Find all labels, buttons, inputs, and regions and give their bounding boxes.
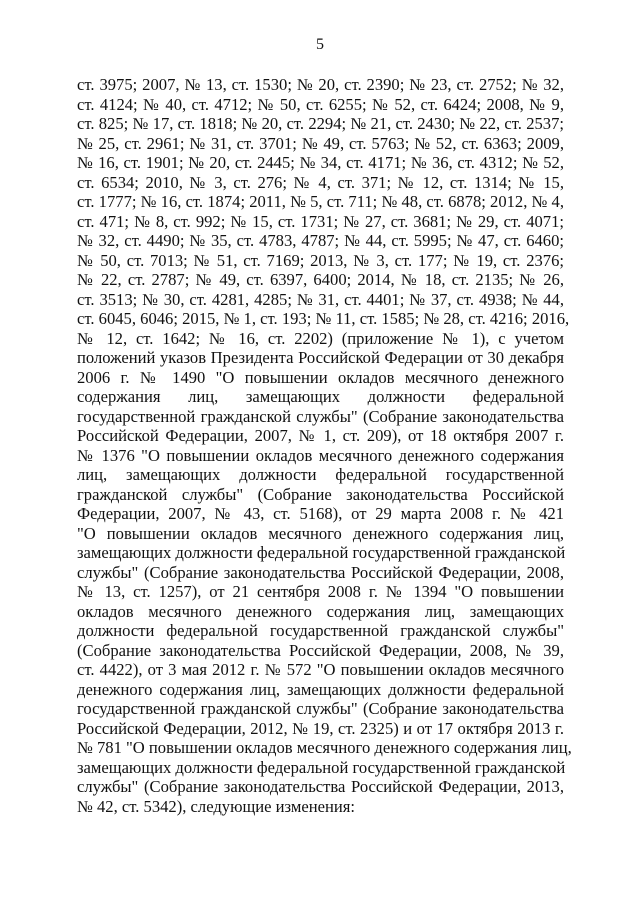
text-line: лиц, замещающих должности федеральной государственной bbox=[77, 465, 564, 484]
text-line: ст. 3513; № 30, ст. 4281, 4285; № 31, ст. 4401; № 37, ст. 4938; № 44, bbox=[77, 289, 564, 309]
text-line: ст. 471; № 8, ст. 992; № 15, ст. 1731; № 27, ст. 3681; № 29, ст. 4071; bbox=[77, 211, 564, 231]
text-line: государственной гражданской службы" (Собрание законодательства bbox=[77, 699, 564, 718]
text-line: ст. 6045, 6046; 2015, № 1, ст. 193; № 11, ст. 1585; № 28, ст. 4216; 2016, bbox=[77, 309, 570, 328]
text-line: (Собрание законодательства Российской Федерации, 2008, № 39, bbox=[77, 640, 564, 660]
text-line: службы" (Собрание законодательства Российской Федерации, 2013, bbox=[77, 777, 564, 796]
text-line: ст. 4422), от 3 мая 2012 г. № 572 "О повышении окладов месячного bbox=[77, 660, 564, 679]
text-line: № 12, ст. 1642; № 16, ст. 2202) (приложение № 1), с учетом bbox=[77, 328, 564, 348]
text-line: содержания лиц, замещающих должности федеральной bbox=[77, 387, 564, 406]
text-line: положений указов Президента Российской Федерации от 30 декабря bbox=[77, 348, 564, 367]
text-line: денежного содержания лиц, замещающих должности федеральной bbox=[77, 679, 564, 699]
text-line: № 25, ст. 2961; № 31, ст. 3701; № 49, ст. 5763; № 52, ст. 6363; 2009, bbox=[77, 133, 564, 153]
text-line: окладов месячного денежного содержания лиц, замещающих bbox=[77, 601, 564, 621]
text-line: ст. 825; № 17, ст. 1818; № 20, ст. 2294; № 21, ст. 2430; № 22, ст. 2537; bbox=[77, 114, 564, 133]
text-line: службы" (Собрание законодательства Российской Федерации, 2008, bbox=[77, 562, 564, 582]
text-line: № 50, ст. 7013; № 51, ст. 7169; 2013, № 3, ст. 177; № 19, ст. 2376; bbox=[77, 250, 564, 270]
text-line: № 1376 "О повышении окладов месячного денежного содержания bbox=[77, 445, 564, 465]
text-line: государственной гражданской службы" (Собрание законодательства bbox=[77, 406, 564, 426]
text-line: "О повышении окладов месячного денежного содержания лиц, bbox=[77, 523, 564, 543]
text-line: Федерации, 2007, № 43, ст. 5168), от 29 марта 2008 г. № 421 bbox=[77, 504, 564, 523]
text-line: замещающих должности федеральной государственной гражданской bbox=[77, 543, 566, 562]
text-line: № 32, ст. 4490; № 35, ст. 4783, 4787; № 44, ст. 5995; № 47, ст. 6460; bbox=[77, 231, 564, 250]
text-line: Российской Федерации, 2007, № 1, ст. 209), от 18 октября 2007 г. bbox=[77, 426, 564, 445]
text-line: ст. 6534; 2010, № 3, ст. 276; № 4, ст. 371; № 12, ст. 1314; № 15, bbox=[77, 172, 564, 192]
text-line: 2006 г. № 1490 "О повышении окладов месячного денежного bbox=[77, 367, 564, 387]
text-line: гражданской службы" (Собрание законодательства Российской bbox=[77, 484, 564, 504]
text-line: должности федеральной государственной гражданской службы" bbox=[77, 621, 564, 640]
text-line: № 42, ст. 5342), следующие изменения: bbox=[77, 796, 355, 816]
text-line: ст. 4124; № 40, ст. 4712; № 50, ст. 6255; № 52, ст. 6424; 2008, № 9, bbox=[77, 94, 564, 114]
body-paragraph bbox=[77, 75, 572, 816]
text-line: № 22, ст. 2787; № 49, ст. 6397, 6400; 2014, № 18, ст. 2135; № 26, bbox=[77, 270, 564, 289]
text-line: ст. 3975; 2007, № 13, ст. 1530; № 20, ст. 2390; № 23, ст. 2752; № 32, bbox=[77, 75, 564, 94]
text-line: № 781 "О повышении окладов месячного денежного содержания лиц, bbox=[77, 738, 572, 757]
text-line: замещающих должности федеральной государственной гражданской bbox=[77, 757, 566, 777]
text-line: № 16, ст. 1901; № 20, ст. 2445; № 34, ст. 4171; № 36, ст. 4312; № 52, bbox=[77, 153, 564, 172]
text-line: ст. 1777; № 16, ст. 1874; 2011, № 5, ст. 711; № 48, ст. 6878; 2012, № 4, bbox=[77, 192, 564, 211]
text-line: Российской Федерации, 2012, № 19, ст. 2325) и от 17 октября 2013 г. bbox=[77, 718, 564, 738]
text-line: № 13, ст. 1257), от 21 сентября 2008 г. № 1394 "О повышении bbox=[77, 582, 564, 601]
page-number: 5 bbox=[316, 36, 324, 53]
